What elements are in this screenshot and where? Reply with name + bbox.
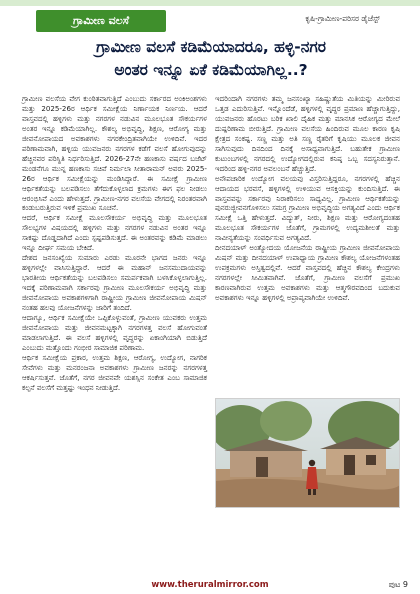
paragraph: ದೇಶದ ಜನಸಂಖ್ಯೆಯ ಸುಮಾರು ಎರಡು ಮೂರನೇ ಭಾಗದ ಜನರು ಇನ್ನೂ ಹಳ್ಳಿಗಳಲ್ಲೇ ವಾಸಿಸುತ್ತಿದ್ದಾರೆ. ಆದರೆ ಈ ಮಹಾನ್ ಜನಸಮುದಾಯವನ್ನು ಭಾರತೀಯ ಆರ್ಥಿಕತೆಯನ್ನು ಬಲಪಡಿಸಲು ಸಮರ್ಪಕವಾಗಿ ಬಳಸಿಕೊಳ್ಳಲಾಗುತ್ತಿಲ್ಲ. ಇದಕ್ಕೆ ಪರಿಣಾಮವಾಗಿ ಸರ್ಕಾರವು ಗ್ರಾಮೀಣ ಮೂಲಸೌಕರ್ಯ ಅಭಿವೃದ್ಧಿ ಮತ್ತು ಜೀವನೋಪಾಯ ಅವಕಾಶಗಳಿಗಾಗಿ ರಾಷ್ಟ್ರೀಯ ಗ್ರಾಮೀಣ ಜೀವನೋಪಾಯ ಮಿಷನ್ ನಂತಹ ಹಲವು ಯೋಜನೆಗಳನ್ನು ಜಾರಿಗೆ ತಂದಿದೆ. bbox=[22, 253, 207, 313]
paragraph: ದೀನದಯಾಳ್ ಅಂತ್ಯೋದಯ ಯೋಜನೆಯ ರಾಷ್ಟ್ರೀಯ ಗ್ರಾಮೀಣ ಜೀವನೋಪಾಯ ಮಿಷನ್ ಮತ್ತು ದೀನದಯಾಳ್ ಉಪಾಧ್ಯಾಯ ಗ್ರಾಮೀಣ ಕೌಶಲ್ಯ ಯೋಜನೆಗಳಂತಹ ಉಪಕ್ರಮಗಳು ಅಸ್ತಿತ್ವದಲ್ಲಿವೆ. ಆದರೆ ವಾಸ್ತವದಲ್ಲಿ ಹೆಚ್ಚಿನ ಕೌಶಲ್ಯ ಕೇಂದ್ರಗಳು ನಗರಗಳಲ್ಲೇ ಸೀಮಿತವಾಗಿವೆ. ಜೊತೆಗೆ, ಗ್ರಾಮೀಣ ವಲಸೆಗೆ ಪ್ರಮುಖ ಕಾರಣವಾಗಿರುವ ಉತ್ತಮ ಅವಕಾಶಗಳು ಮತ್ತು ಆತ್ಮಗೌರವದಿಂದ ಬದುಕುವ ಅವಕಾಶಗಳು ಇನ್ನೂ ಹಳ್ಳಿಗಳಲ್ಲಿ ಅಪ್ರಾಪ್ಯವಾಗಿಯೇ ಉಳಿದಿವೆ. bbox=[215, 243, 400, 303]
paragraph: ಗ್ರಾಮೀಣ ವಲಸೆಯ ವೇಗ ಕುಂಠಿತವಾಗುತ್ತಿದೆ ಎಂಬುದು ಸರ್ಕಾರದ ಅಂಕಿಅಂಶಗಳು ಮತ್ತು 2025-26ರ ಆರ್ಥಿಕ ಸಮೀಕ್ಷೆಯ ನಿರ್ಣಾಯಕ ನಿರ್ಣಯ. ಆದರೆ ವಾಸ್ತವದಲ್ಲಿ ಹಳ್ಳಿಗಳು ಮತ್ತು ನಗರಗಳ ನಡುವಿನ ಮೂಲಭೂತ ಸೌಕರ್ಯಗಳ ಅಂತರ ಇನ್ನೂ ಕಡಿಮೆಯಾಗಿಲ್ಲ. ಕೌಶಲ್ಯ ಅಭಿವೃದ್ಧಿ, ಶಿಕ್ಷಣ, ಆರೋಗ್ಯ ಮತ್ತು ಜೀವನೋಪಾಯದ ಅವಕಾಶಗಳು ನಗರಕೇಂದ್ರಿತವಾಗಿಯೇ ಉಳಿದಿವೆ. ಇದರ ಪರಿಣಾಮವಾಗಿ, ಹಳ್ಳಿಯ ಯುವಜನರು ನಗರಗಳ ಕಡೆಗೆ ವಲಸೆ ಹೋಗುವುದನ್ನು ಹೆಚ್ಚಿನವರ ಪರಿಸ್ಥಿತಿ ನಿರ್ಧರಿಸುತ್ತಿದೆ. 2026-27ನೇ ಹಣಕಾಸು ವರ್ಷದ ಬಜೆಟ್ ಮಂಡನೆಗೂ ಮುನ್ನ ಹಣಕಾಸು ಸಚಿವೆ ನಿರ್ಮಲಾ ಸೀತಾರಾಮನ್ ಅವರು 2025-26ರ ಆರ್ಥಿಕ ಸಮೀಕ್ಷೆಯನ್ನು ಮಂಡಿಸಿದ್ದಾರೆ. ಈ ಸಮೀಕ್ಷೆ ಗ್ರಾಮೀಣ ಆರ್ಥಿಕತೆಯನ್ನು ಬಲಪಡಿಸಲು ತೆಗೆದುಕೊಳ್ಳಲಾದ ಕ್ರಮಗಳು ಈಗ ಫಲ ನೀಡಲು ಆರಂಭಿಸಿವೆ ಎಂದು ಹೇಳುತ್ತದೆ. ಗ್ರಾಮೀಣ-ನಗರ ವಲಸೆಯ ವೇಗದಲ್ಲಿ ನಿರಂತರವಾಗಿ ಕಂಡುಬರುತ್ತಿರುವ ಇಳಿಕೆ ಪ್ರಮುಖ ಸೂಚನೆ. bbox=[22, 94, 207, 213]
paragraph: ಆದಾಗ್ಯೂ, ಆರ್ಥಿಕ ಸಮೀಕ್ಷೆಯೇ ಒಪ್ಪಿಕೊಳ್ಳುವಂತೆ, ಗ್ರಾಮೀಣ ಯುವಕರು ಉತ್ತಮ ಜೀವನೋಪಾಯ ಮತ್ತು ಜೀವನಮಟ್ಟಕ್ಕಾಗಿ ನಗರಗಳತ್ತ ವಲಸೆ ಹೋಗುವಂತೆ ಮಾಡಲಾಗುತ್ತಿದೆ. ಈ ವಲಸೆ ಹಳ್ಳಿಗಳಲ್ಲಿ ವೃದ್ಧರನ್ನು ಏಕಾಂಗಿಯಾಗಿ ಬಿಡುತ್ತಿದೆ ಎಂಬುದು ಮತ್ತೊಂದು ಗಂಭೀರ ಸಾಮಾಜಿಕ ಪರಿಣಾಮ. bbox=[22, 312, 207, 352]
paragraph: ಆರ್ಥಿಕ ಸಮೀಕ್ಷೆಯ ಪ್ರಕಾರ, ಉತ್ತಮ ಶಿಕ್ಷಣ, ಆರೋಗ್ಯ, ಉದ್ಯೋಗ, ನಾಗರಿಕ ಸೇವೆಗಳು ಮತ್ತು ಮನರಂಜನಾ ಅವಕಾಶಗಳು ಗ್ರಾಮೀಣ ಜನರನ್ನು ನಗರಗಳತ್ತ ಆಕರ್ಷಿಸುತ್ತವೆ. ಜೊತೆಗೆ, ನಗರ ಜೀವನವೇ ಯಶಸ್ಸಿನ ಸಂಕೇತ ಎಂಬ ಸಾಮಾಜಿಕ ಕಲ್ಪನೆ ವಲಸೆಗೆ ಮತ್ತಷ್ಟು ಇಂಧನ ನೀಡುತ್ತಿದೆ. bbox=[22, 352, 207, 392]
website-url[interactable]: www.theruralmirror.com bbox=[151, 580, 269, 590]
paragraph: ಅನೌಪಚಾರಿಕ ಉದ್ಯೋಗ ವಲಯವು ವಿಸ್ತರಿಸುತ್ತಿದ್ದರೂ, ನಗರಗಳಲ್ಲಿ ಹೆಚ್ಚಿನ ಆದಾಯದ ಭರವಸೆ, ಹಳ್ಳಿಗಳಲ್ಲಿ ಉಳಿಯುವ ಆಸಕ್ತಿಯನ್ನು ಕುಂದಿಸುತ್ತಿದೆ. ಈ ವಾಸ್ತವವನ್ನು ಸರ್ಕಾರವು ನಿರಾಕರಿಸಲು ಸಾಧ್ಯವಿಲ್ಲ. ಗ್ರಾಮೀಣ ಆರ್ಥಿಕತೆಯನ್ನು ಪುನರುಜ್ಜೀವನಗೊಳಿಸಲು ಸಮಗ್ರ ಗ್ರಾಮೀಣ ಅಭಿವೃದ್ಧಿಯ ಅಗತ್ಯವಿದೆ ಎಂದು ಆರ್ಥಿಕ ಸಮೀಕ್ಷೆ ಒತ್ತಿ ಹೇಳುತ್ತದೆ. ವಿದ್ಯುತ್, ನೀರು, ಶಿಕ್ಷಣ ಮತ್ತು ಆರೋಗ್ಯದಂತಹ ಮೂಲಭೂತ ಸೌಕರ್ಯಗಳ ಜೊತೆಗೆ, ಗ್ರಾಮಗಳಲ್ಲಿ ಉದ್ಯಮಶೀಲತೆ ಮತ್ತು ನಾವೀನ್ಯತೆಯನ್ನು ಸಂವರ್ಧಿಸುವ ಅಗತ್ಯವಿದೆ. bbox=[215, 173, 400, 243]
paragraph: ಆದರೆ, ಆರ್ಥಿಕ ಸಮೀಕ್ಷೆ ಮೂಲಸೌಕರ್ಯ ಅಭಿವೃದ್ಧಿ ಮತ್ತು ಮೂಲಭೂತ ಸೌಲಭ್ಯಗಳ ವಿಷಯದಲ್ಲಿ ಹಳ್ಳಿಗಳು ಮತ್ತು ನಗರಗಳ ನಡುವಿನ ಅಂತರ ಇನ್ನೂ ಸಾಕಷ್ಟು ದೊಡ್ಡದಾಗಿದೆ ಎಂದು ಸ್ಪಷ್ಟಪಡಿಸುತ್ತದೆ. ಈ ಅಂತರವನ್ನು ಕಡಿಮೆ ಮಾಡಲು ಇನ್ನೂ ದೀರ್ಘ ಸಮಯ ಬೇಕಿದೆ. bbox=[22, 213, 207, 253]
headline-line-2: ಅಂತರ ಇನ್ನೂ ಏಕೆ ಕಡಿಮೆಯಾಗಿಲ್ಲ..? bbox=[114, 61, 308, 79]
page-number: ಪುಟ 9 bbox=[388, 580, 408, 589]
village-photo bbox=[215, 398, 400, 508]
headline-line-1: ಗ್ರಾಮೀಣ ವಲಸೆ ಕಡಿಮೆಯಾದರೂ, ಹಳ್ಳಿ-ನಗರ bbox=[96, 38, 326, 56]
top-decorative-stripe bbox=[0, 0, 420, 6]
paragraph: ಇದರಿಂದಾಗಿ ನಗರಗಳು ತಮ್ಮ ಜನಸಂಖ್ಯಾ ಸಹಿಷ್ಣುತೆಯ ಮಿತಿಯನ್ನು ಮೀರಿರುವ ಒತ್ತಡ ಎದುರಿಸುತ್ತಿವೆ. ಇನ್ನೊಂದೆಡೆ, ಹಳ್ಳಿಗಳಲ್ಲಿ ವೃದ್ಧರ ಪ್ರಮಾಣ ಹೆಚ್ಚಾಗುತ್ತಿದ್ದು, ಯುವಜನರು ಹೊರಟು ಬರಿಕ ಖಾಲಿ ದೈಹಿಕ ಮತ್ತು ಮಾನಸಿಕ ಆರೋಗ್ಯದ ಮೇಲೆ ದುಷ್ಪರಿಣಾಮ ಬೀರುತ್ತಿದೆ. ಗ್ರಾಮೀಣ ವಲಸೆಯ ಹಿಂದಿರುವ ಮೂಲ ಕಾರಣ ಕೃಷಿ ಕ್ಷೇತ್ರದ ಸಂಕಷ್ಟ. ಸಣ್ಣ ಮತ್ತು ಅತಿ ಸಣ್ಣ ರೈತರಿಗೆ ಕೃಷಿಯು ಮೂಲಕ ಜೀವನ ಸಾಗಿಸುವುದು ದಿನದಿಂದ ದಿನಕ್ಕೆ ಅಸಾಧ್ಯವಾಗುತ್ತಿದೆ. ಬಹುತೇಕ ಗ್ರಾಮೀಣ ಕುಟುಂಬಗಳಲ್ಲಿ ನಗರದಲ್ಲಿ ಉದ್ಯೋಗದಲ್ಲಿರುವ ಕನಿಷ್ಠ ಒಬ್ಬ ಸದಸ್ಯನಿರುತ್ತಾನೆ. ಇದರಿಂದ ಹಳ್ಳಿ-ನಗರ ಅವಲಂಬನೆ ಹೆಚ್ಚುತ್ತಿದೆ. bbox=[215, 94, 400, 173]
series-label: ಕೃಷಿ-ಗ್ರಾಮೀಣ-ಪರಿಸರ ಡೈಜೆಸ್ಟ್ bbox=[305, 14, 380, 23]
article-headline bbox=[22, 36, 400, 82]
section-tag: ಗ್ರಾಮೀಣ ವಲಸೆ bbox=[36, 10, 166, 32]
article-body bbox=[22, 94, 400, 574]
right-column bbox=[215, 94, 400, 574]
left-column bbox=[22, 94, 207, 574]
